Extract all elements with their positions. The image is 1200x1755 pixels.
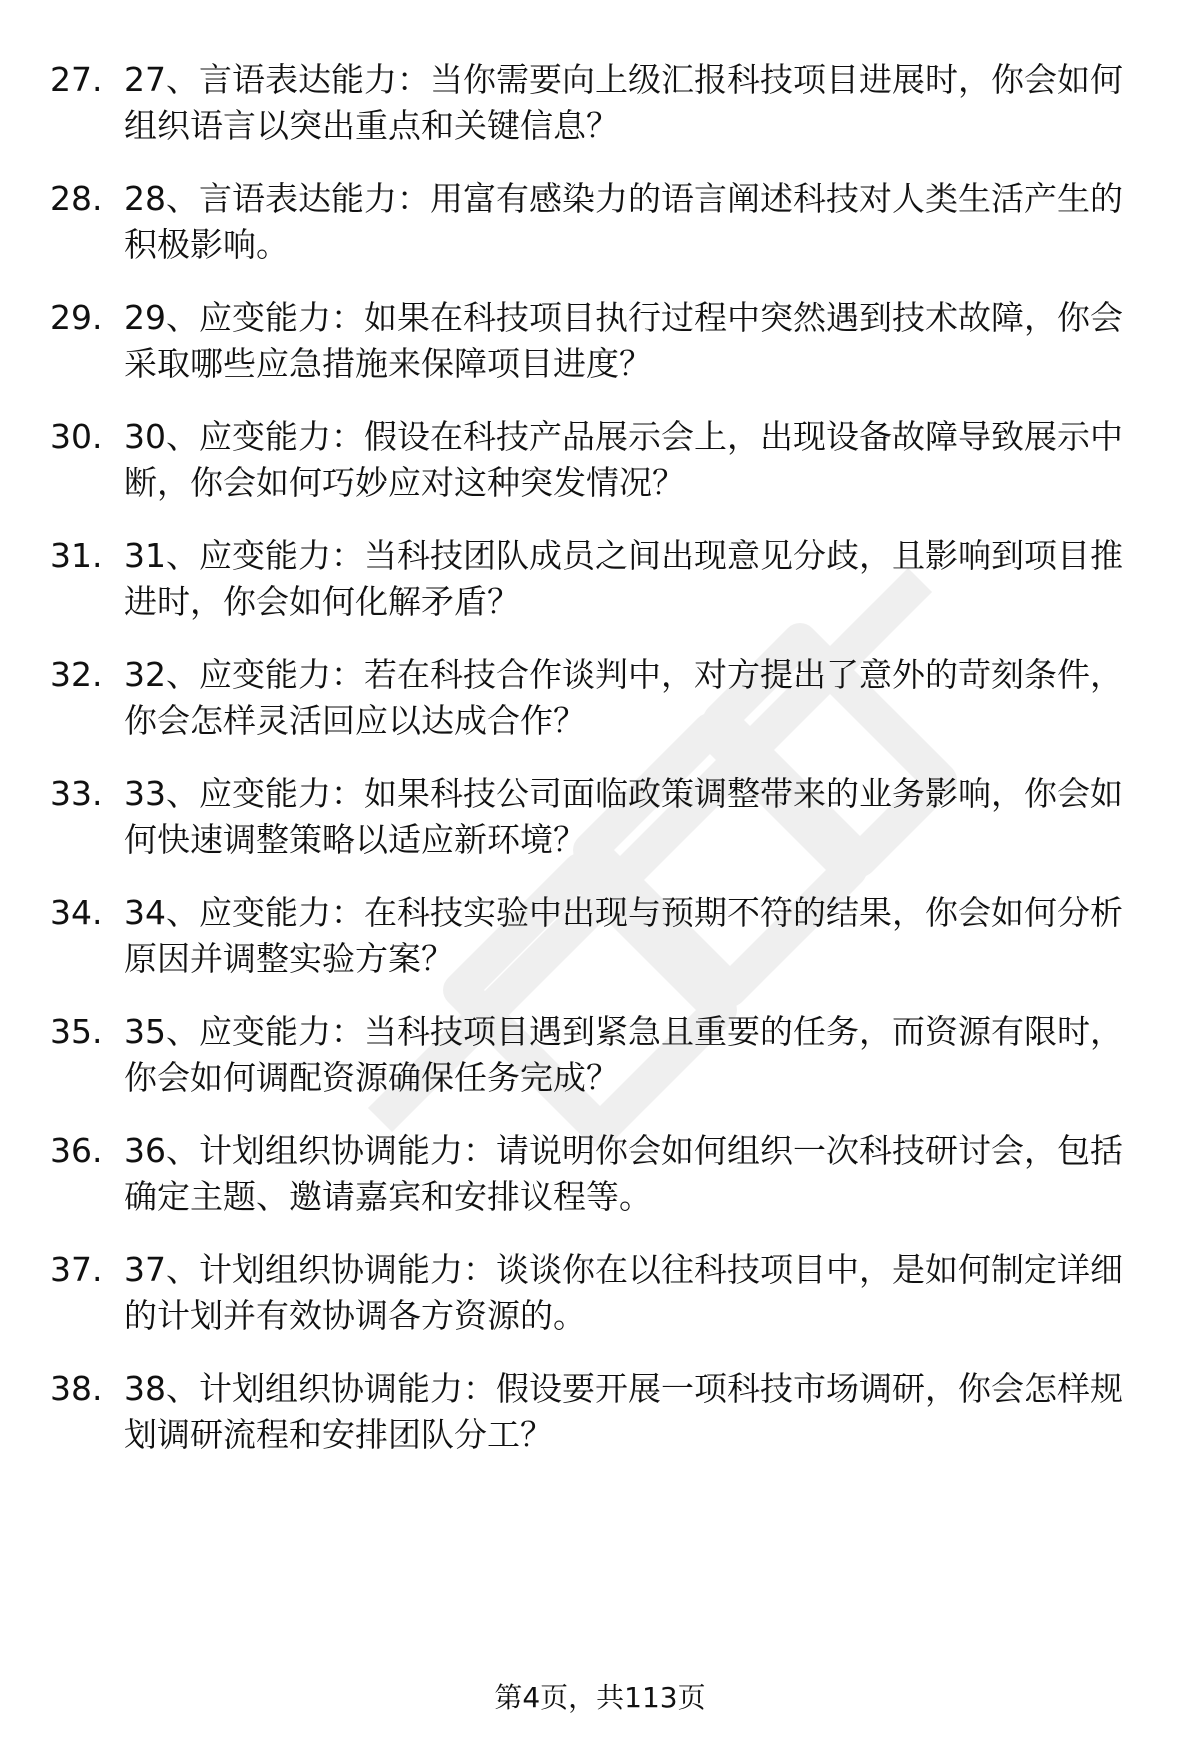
question-text: 38、计划组织协调能力：假设要开展一项科技市场调研，你会怎样规划调研流程和安排团队分工？ xyxy=(124,1369,1123,1454)
question-number: 32. xyxy=(50,655,103,694)
question-text: 27、言语表达能力：当你需要向上级汇报科技项目进展时，你会如何组织语言以突出重点和关键信息？ xyxy=(124,60,1123,145)
question-text: 33、应变能力：如果科技公司面临政策调整带来的业务影响，你会如何快速调整策略以适应新环境？ xyxy=(124,774,1123,859)
question-text: 30、应变能力：假设在科技产品展示会上，出现设备故障导致展示中断，你会如何巧妙应对这种突发情况？ xyxy=(124,417,1123,502)
question-number: 38. xyxy=(50,1369,103,1408)
question-item-34 xyxy=(0,890,1200,1010)
question-item-35 xyxy=(0,1009,1200,1129)
question-text: 29、应变能力：如果在科技项目执行过程中突然遇到技术故障，你会采取哪些应急措施来保障项目进度？ xyxy=(124,298,1123,383)
question-text: 36、计划组织协调能力：请说明你会如何组织一次科技研讨会，包括确定主题、邀请嘉宾和安排议程等。 xyxy=(124,1131,1123,1216)
question-number: 34. xyxy=(50,893,103,932)
question-text: 34、应变能力：在科技实验中出现与预期不符的结果，你会如何分析原因并调整实验方案？ xyxy=(124,893,1123,978)
question-item-36 xyxy=(0,1128,1200,1248)
question-item-37 xyxy=(0,1247,1200,1367)
question-text: 37、计划组织协调能力：谈谈你在以往科技项目中，是如何制定详细的计划并有效协调各方资源的。 xyxy=(124,1250,1123,1335)
question-item-33 xyxy=(0,771,1200,891)
question-text: 31、应变能力：当科技团队成员之间出现意见分歧，且影响到项目推进时，你会如何化解矛盾？ xyxy=(124,536,1123,621)
question-number: 35. xyxy=(50,1012,103,1051)
question-item-38 xyxy=(0,1366,1200,1486)
question-item-27 xyxy=(0,57,1200,177)
question-text: 35、应变能力：当科技项目遇到紧急且重要的任务，而资源有限时，你会如何调配资源确保任务完成？ xyxy=(124,1012,1123,1097)
question-number: 31. xyxy=(50,536,103,575)
question-number: 30. xyxy=(50,417,103,456)
question-item-32 xyxy=(0,652,1200,772)
question-number: 28. xyxy=(50,179,103,218)
question-item-29 xyxy=(0,295,1200,415)
question-number: 37. xyxy=(50,1250,103,1289)
question-text: 28、言语表达能力：用富有感染力的语言阐述科技对人类生活产生的积极影响。 xyxy=(124,179,1123,264)
question-item-30 xyxy=(0,414,1200,534)
page-number-footer: 第4页，共113页 xyxy=(494,1681,706,1714)
question-item-31 xyxy=(0,533,1200,653)
question-number: 33. xyxy=(50,774,103,813)
question-number: 36. xyxy=(50,1131,103,1170)
question-text: 32、应变能力：若在科技合作谈判中，对方提出了意外的苛刻条件，你会怎样灵活回应以达成合作？ xyxy=(124,655,1123,740)
question-item-28 xyxy=(0,176,1200,296)
question-number: 27. xyxy=(50,60,103,99)
question-number: 29. xyxy=(50,298,103,337)
